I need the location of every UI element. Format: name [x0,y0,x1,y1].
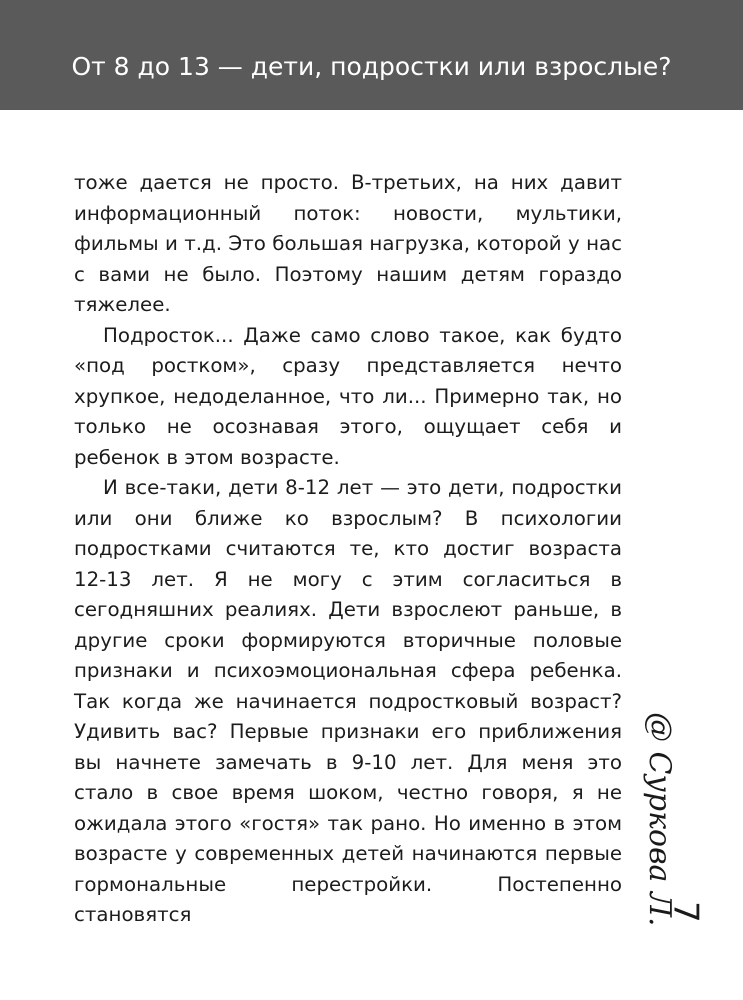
paragraph-3: И все-таки, дети 8-12 лет — это дети, подростки или они ближе ко взрослым? В психологии подростками считаются те, кто достиг возраста 12-13 лет. Я не могу с этим согласиться в сегодняшних реалиях. Дети взрослеют раньше, в другие сроки формируются вторичные половые признаки и психоэмоциональная сфера ребенка. Так когда же начинается подростковый возраст? Удивить вас? Первые признаки его приближения вы начнете замечать в 9-10 лет. Для меня это стало в свое время шоком, честно говоря, я не ожидала этого «гостя» так рано. Но именно в этом возрасте у современных детей начинаются первые гормональные перестройки. Постепенно становятся [74,476,622,926]
page-number-text: 7 [666,901,706,923]
paragraph-2: Подросток... Даже само слово такое, как будто «под ростком», сразу представляется нечто хрупкое, недоделанное, что ли... Примерно так, но только не осознавая этого, ощущает себя и ребенок в этом возрасте. [74,323,622,469]
page-number [666,892,706,932]
body-text [74,168,622,931]
chapter-header-band [0,0,743,110]
paragraph-1: тоже дается не просто. В-третьих, на них давит информационный поток: новости, мультики, фильмы и т.д. Это большая нагрузка, которой у нас с вами не было. Поэтому нашим детям гораздо тяжелее. [74,171,622,316]
author-signature: @ Суркова Л. [642,712,677,927]
chapter-title: От 8 до 13 — дети, подростки или взрослые? [71,52,672,81]
